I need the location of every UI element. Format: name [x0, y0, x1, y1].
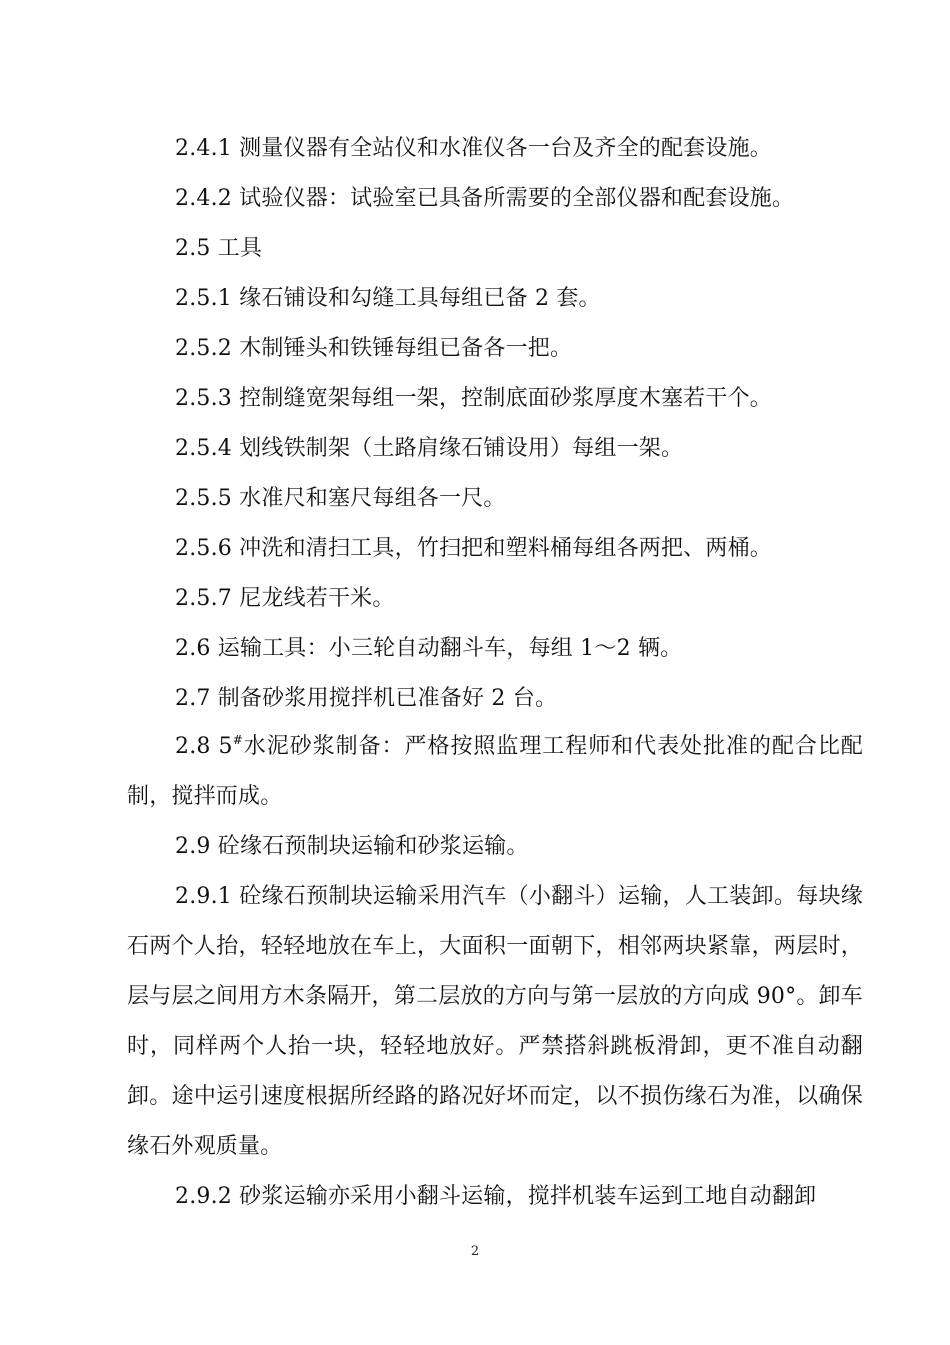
paragraph-2-4-2: 2.4.2 试验仪器：试验室已具备所需要的全部仪器和配套设施。 [175, 186, 795, 211]
paragraph-2-8-text: 水泥砂浆制备：严格按照监理工程师和代表处批准的配合比配制，搅拌而成。 [127, 734, 863, 809]
paragraph-2-8 [127, 722, 863, 822]
paragraph-2-8-superscript: # [232, 733, 244, 747]
paragraph-2-9-2: 2.9.2 砂浆运输亦采用小翻斗运输，搅拌机装车运到工地自动翻卸 [175, 1184, 817, 1209]
paragraph-2-4-1: 2.4.1 测量仪器有全站仪和水准仪各一台及齐全的配套设施。 [175, 136, 772, 161]
page-number: 2 [470, 1244, 480, 1259]
paragraph-2-5-4: 2.5.4 划线铁制架（土路肩缘石铺设用）每组一架。 [175, 436, 684, 461]
paragraph-2-7: 2.7 制备砂浆用搅拌机已准备好 2 台。 [175, 686, 558, 711]
paragraph-2-5-2: 2.5.2 木制锤头和铁锤每组已备各一把。 [175, 336, 573, 361]
paragraph-2-9: 2.9 砼缘石预制块运输和砂浆运输。 [175, 834, 529, 859]
paragraph-2-5-7: 2.5.7 尼龙线若干米。 [175, 586, 395, 611]
paragraph-2-8-prefix: 2.8 5 [175, 734, 233, 759]
paragraph-2-5-5: 2.5.5 水准尺和塞尺每组各一尺。 [175, 486, 506, 511]
paragraph-2-5-3: 2.5.3 控制缝宽架每组一架，控制底面砂浆厚度木塞若干个。 [175, 386, 772, 411]
paragraph-2-6: 2.6 运输工具：小三轮自动翻斗车，每组 1～2 辆。 [175, 636, 683, 661]
section-heading-2-5: 2.5 工具 [175, 236, 263, 261]
paragraph-2-9-1: 2.9.1 砼缘石预制块运输采用汽车（小翻斗）运输，人工装卸。每块缘石两个人抬，轻轻地放在车上，大面积一面朝下，相邻两块紧靠，两层时，层与层之间用方木条隔开，第二层放的方向与第一层放的方向成 90°。卸车时，同样两个人抬一块，轻轻地放好。严禁搭斜跳板滑卸，更不准自动翻卸。途中运引速度根据所经路的路况好坏而定，以不损伤缘石为准，以确保缘石外观质量。 [127, 884, 863, 1159]
paragraph-2-5-1: 2.5.1 缘石铺设和勾缝工具每组已备 2 套。 [175, 286, 601, 311]
paragraph-2-5-6: 2.5.6 冲洗和清扫工具，竹扫把和塑料桶每组各两把、两桶。 [175, 536, 772, 561]
